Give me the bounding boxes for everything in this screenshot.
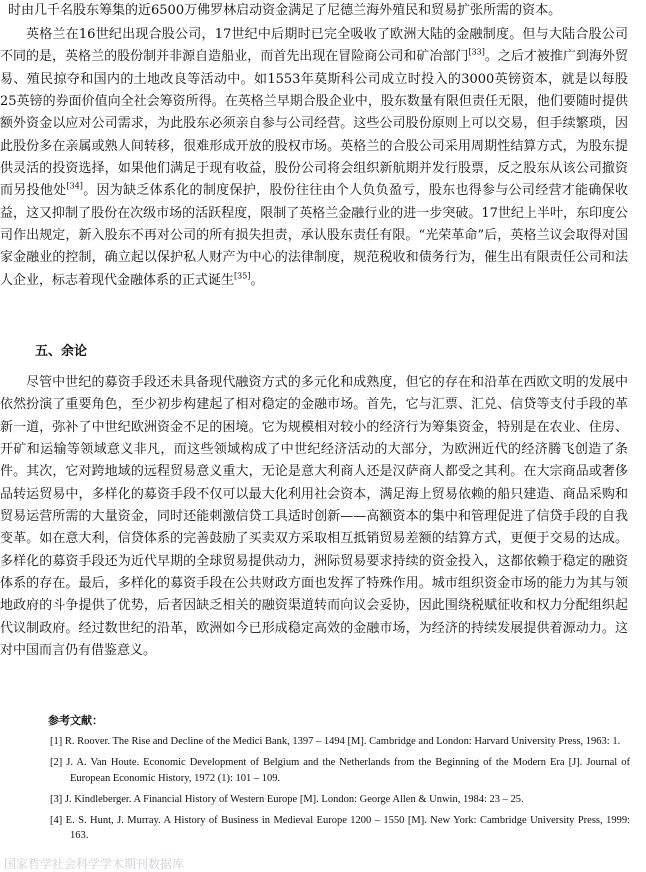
paragraph-text: 。之后才被推广到海外贸易、殖民掠夺和国内的土地改良等活动中。如1553年莫斯科公司成立时投入的3000英镑资本，就是以每股25英镑的券面价值向全社会筹资所得。在英格兰早期合股企业中，股东数量有限但责任无限，他们要随时提供额外资金以应对公司需求，为此股东必须亲自参与公司经营。这些公司股份原则上可以交易，但手续繁琐，因此股份多在亲属或熟人间转移，很难形成开放的股权市场。英格兰的合股公司采用周期性结算方式，为股东提供灵活的投资选择，如果他们满足于现有收益，股份公司将会组织新航期并发行股票，反之股东从该公司撤资而另投他处 [0,49,628,199]
paragraph-conclusion: 尽管中世纪的募资手段还未具备现代融资方式的多元化和成熟度，但它的存在和沿革在西欧文明的发展中依然扮演了重要角色，至少初步构建起了相对稳定的金融市场。首先，它与汇票、汇兑、信贷等支付手段的革新一道，弥补了中世纪欧洲资金不足的困境。它为规模相对较小的经济行为筹集资金，特别是在农业、住房、开矿和运输等领域意义非凡，而这些领域构成了中世纪经济活动的大部分，为欧洲近代的经济腾飞创造了条件。其次，它对跨地域的远程贸易意义重大，无论是意大利商人还是汉萨商人都受之其利。在大宗商品或奢侈品转运贸易中，多样化的募资手段不仅可以最大化利用社会资本，满足海上贸易依赖的船只建造、商品采购和贸易运营所需的大量资金，同时还能刺激信贷工具适时创新——高额资本的集中和管理促进了信贷手段的自我变革。如在意大利，信贷体系的完善鼓励了买卖双方采取相互抵销贸易差额的结算方式，更便于交易的达成。多样化的募资手段还为近代早期的全球贸易提供动力，洲际贸易要求持续的资金投入，这都依赖于稳定的融资体系的存在。最后，多样化的募资手段在公共财政方面也发挥了特殊作用。城市组织资金市场的能力为其与领地政府的斗争提供了优势，后者因缺乏相关的融资渠道转而向议会妥协，因此围绕税赋征收和权力分配组织起代议制政府。经过数世纪的沿革，欧洲如今已形成稳定高效的金融市场，为经济的持续发展提供着源动力。这对中国而言仍有借鉴意义。 [0,375,628,659]
references-list [50,734,630,844]
paragraph-continuation: 时由几千名股东筹集的近6500万佛罗林启动资金满足了尼德兰海外殖民和贸易扩张所需的资本。 [8,3,562,18]
reference-item: [1] R. Roover. The Rise and Decline of the Medici Bank, 1397 – 1494 [M]. Cambridge and London: Harvard University Press, 1963: 1. [50,736,621,747]
paragraph-text: 英格兰在16世纪出现合股公司，17世纪中后期时已完全吸收了欧洲大陆的金融制度。但与大陆合股公司不同的是，英格兰的股份制并非源自造船业，而首先出现在冒险商公司和矿冶部门 [0,27,628,65]
database-watermark: 国家哲学社会科学学术期刊数据库 [4,857,185,871]
paragraph-text: 。 [250,272,264,288]
section-heading: 五、余论 [35,344,88,359]
paragraph-text: 。因为缺乏体系化的制度保护，股份往往由个人负负盈亏，股东也得参与公司经营才能确保收益，这又抑制了股份在次级市场的活跃程度，限制了英格兰金融行业的进一步突破。17世纪上半叶，东印度公司作出规定，新入股东不再对公司的所有损失担责，承认股东责任有限。“光荣革命”后，英格兰议会取得对国家金融业的控制，确立起以保护私人财产为中心的法律制度，规范税收和债务行为，催生出有限责任公司和法人企业，标志着现代金融体系的正式诞生 [0,183,628,288]
references-title: 参考文献： [48,714,103,727]
citation-ref: [34] [66,182,83,192]
reference-item: [3] J. Kindleberger. A Financial History of Western Europe [M]. London: George Allen & Unwin, 1984: 23 – 25. [50,793,524,805]
reference-item: [4] E. S. Hunt, J. Murray. A History of Business in Medieval Europe 1200 – 1550 [M]. New York: Cambridge University Press, 1999: 163. [50,815,630,842]
citation-ref: [33] [468,48,485,58]
paragraph-england-joint-stock [0,24,628,292]
reference-item: [2] J. A. Van Houte. Economic Development of Belgium and the Netherlands from the Beginning of the Modern Era [J]. Journal of European Economic History, 1972 (1): 101 – 109. [50,757,630,784]
citation-ref: [35] [234,271,251,281]
